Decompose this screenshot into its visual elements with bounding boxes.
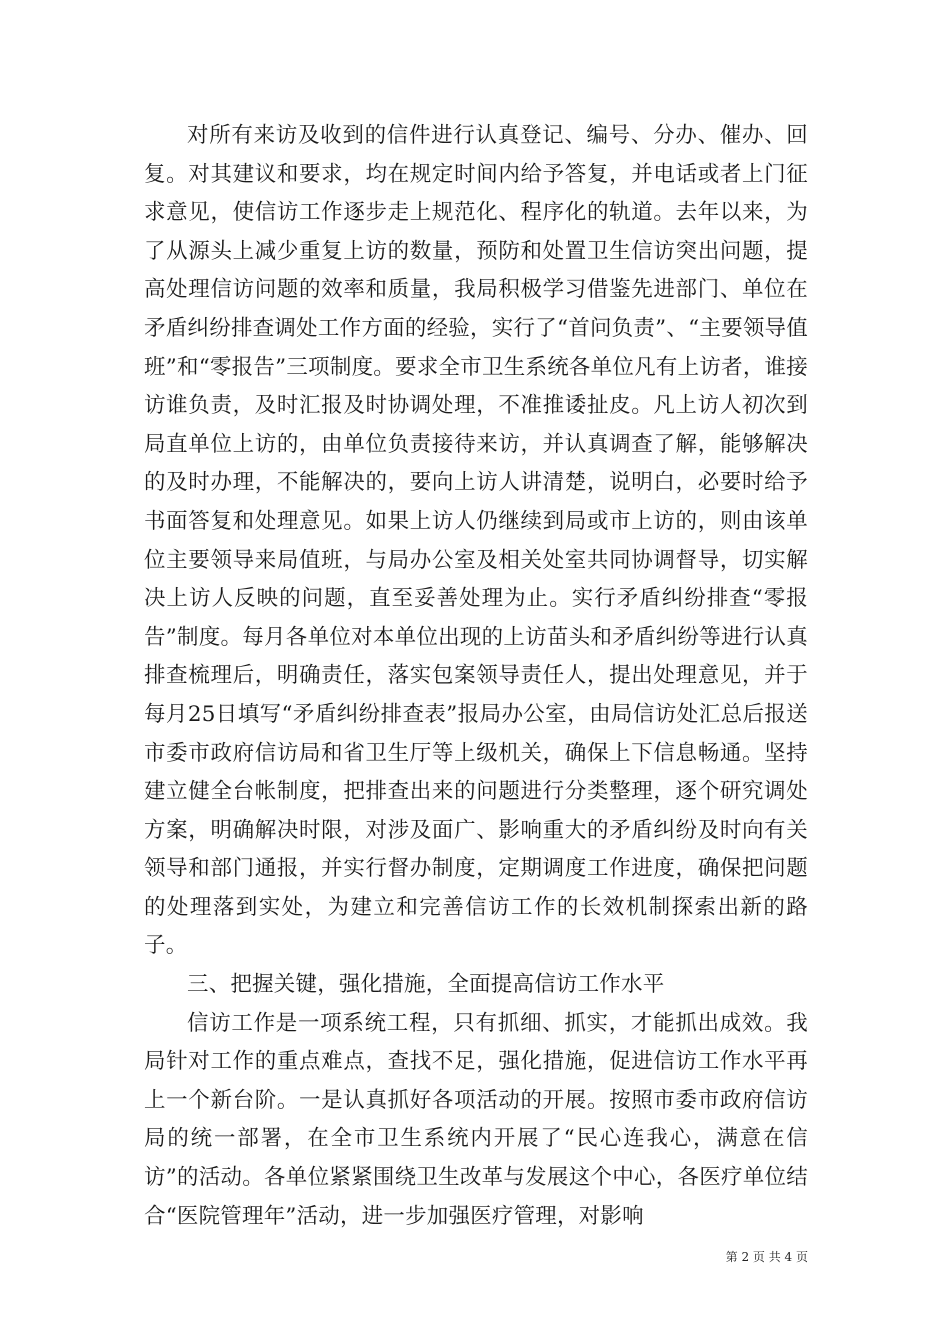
paragraph: 信访工作是一项系统工程，只有抓细、抓实，才能抓出成效。我局针对工作的重点难点，查找不足，强化措施，促进信访工作水平再上一个新台阶。一是认真抓好各项活动的开展。按照市委市政府信访局的统一部署，在全市卫生系统内开展了“民心连我心，满意在信访”的活动。各单位紧紧围绕卫生改革与发展这个中心，各医疗单位结合“医院管理年”活动，进一步加强医疗管理，对影响 (144, 1010, 808, 1229)
section-heading: 三、把握关键，强化措施，全面提高信访工作水平 (187, 972, 665, 998)
document-body (144, 117, 808, 1236)
page-number-footer: 第 2 页 共 4 页 (725, 1250, 808, 1264)
paragraph: 对所有来访及收到的信件进行认真登记、编号、分办、催办、回复。对其建议和要求，均在规定时间内给予答复，并电话或者上门征求意见，使信访工作逐步走上规范化、程序化的轨道。去年以来，为了从源头上减少重复上访的数量，预防和处置卫生信访突出问题，提高处理信访问题的效率和质量，我局积极学习借鉴先进部门、单位在矛盾纠纷排查调处工作方面的经验，实行了“首问负责”、“主要领导值班”和“零报告”三项制度。要求全市卫生系统各单位凡有上访者，谁接访谁负责，及时汇报及时协调处理，不准推诿扯皮。凡上访人初次到局直单位上访的，由单位负责接待来访，并认真调查了解，能够解决的及时办理，不能解决的，要向上访人讲清楚，说明白，必要时给予书面答复和处理意见。如果上访人仍继续到局或市上访的，则由该单位主要领导来局值班，与局办公室及相关处室共同协调督导，切实解决上访人反映的问题，直至妥善处理为止。实行矛盾纠纷排查“零报告”制度。每月各单位对本单位出现的上访苗头和矛盾纠纷等进行认真排查梳理后，明确责任，落实包案领导责任人，提出处理意见，并于每月25日填写“矛盾纠纷排查表”报局办公室，由局信访处汇总后报送市委市政府信访局和省卫生厅等上级机关，确保上下信息畅通。坚持建立健全台帐制度，把排查出来的问题进行分类整理，逐个研究调处方案，明确解决时限，对涉及面广、影响重大的矛盾纠纷及时向有关领导和部门通报，并实行督办制度，定期调度工作进度，确保把问题的处理落到实处，为建立和完善信访工作的长效机制探索出新的路子。 (144, 123, 808, 959)
